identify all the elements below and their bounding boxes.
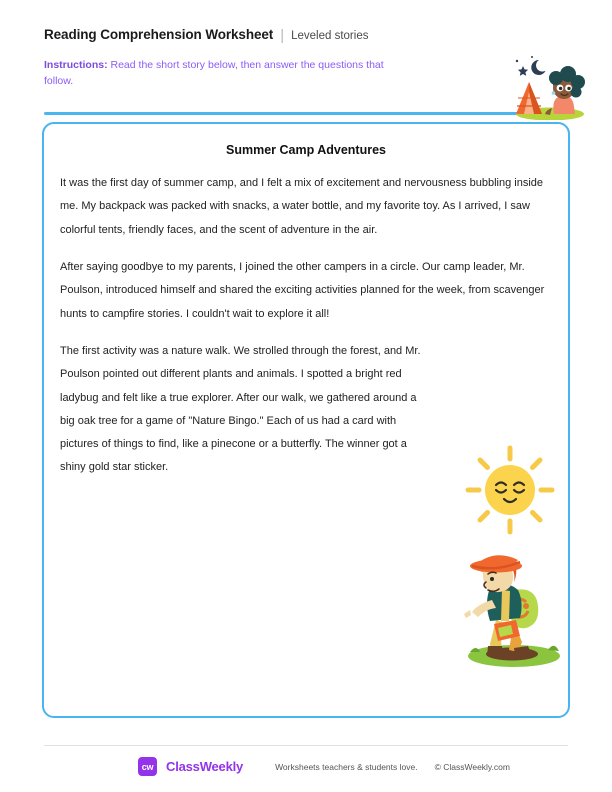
worksheet-header	[44, 26, 474, 90]
story-paragraph: The first activity was a nature walk. We strolled through the forest, and Mr. Poulson pointed out different plants and animals. I spotted a bright red ladybug and felt like a true explorer. After our walk, we gathered around a big oak tree for a game of "Nature Bingo." Each of us had a card with pictures of things to find, like a pinecone or a butterfly. The winner got a shiny gold star sticker.	[60, 344, 421, 474]
title-separator: |	[280, 26, 285, 44]
story-title: Summer Camp Adventures	[226, 143, 386, 157]
story-paragraph: After saying goodbye to my parents, I joined the other campers in a circle. Our camp leader, Mr. Poulson, introduced himself and shared the exciting activities planned for the week, from scavenger hunts to campfire stories. I couldn't wait to explore it all!	[60, 260, 545, 320]
page-title-main: Reading Comprehension Worksheet	[44, 27, 274, 42]
header-divider-rule	[44, 112, 568, 115]
instructions-block	[44, 58, 394, 90]
page-subtitle: Leveled stories	[291, 30, 369, 42]
footer-divider	[44, 745, 568, 746]
brand-name: ClassWeekly	[166, 759, 244, 774]
hiker-with-backpack-illustration	[452, 540, 564, 668]
camper-with-tent-illustration	[496, 48, 592, 120]
page-title	[44, 26, 474, 43]
footer	[138, 757, 510, 776]
instructions-text: Read the short story below, then answer the questions that follow.	[44, 59, 384, 87]
footer-copyright: © ClassWeekly.com	[434, 761, 510, 772]
smiling-sun-illustration	[464, 444, 556, 536]
story-paragraph: It was the first day of summer camp, and I felt a mix of excitement and nervousness bubbling inside me. My backpack was packed with snacks, a water bottle, and my favorite toy. As I arrived, I saw colorful tents, friendly faces, and the scent of adventure in the air.	[60, 177, 544, 236]
instructions-label: Instructions:	[44, 59, 108, 71]
classweekly-logo-badge: cw	[138, 757, 157, 776]
footer-tagline: Worksheets teachers & students love.	[275, 761, 418, 772]
